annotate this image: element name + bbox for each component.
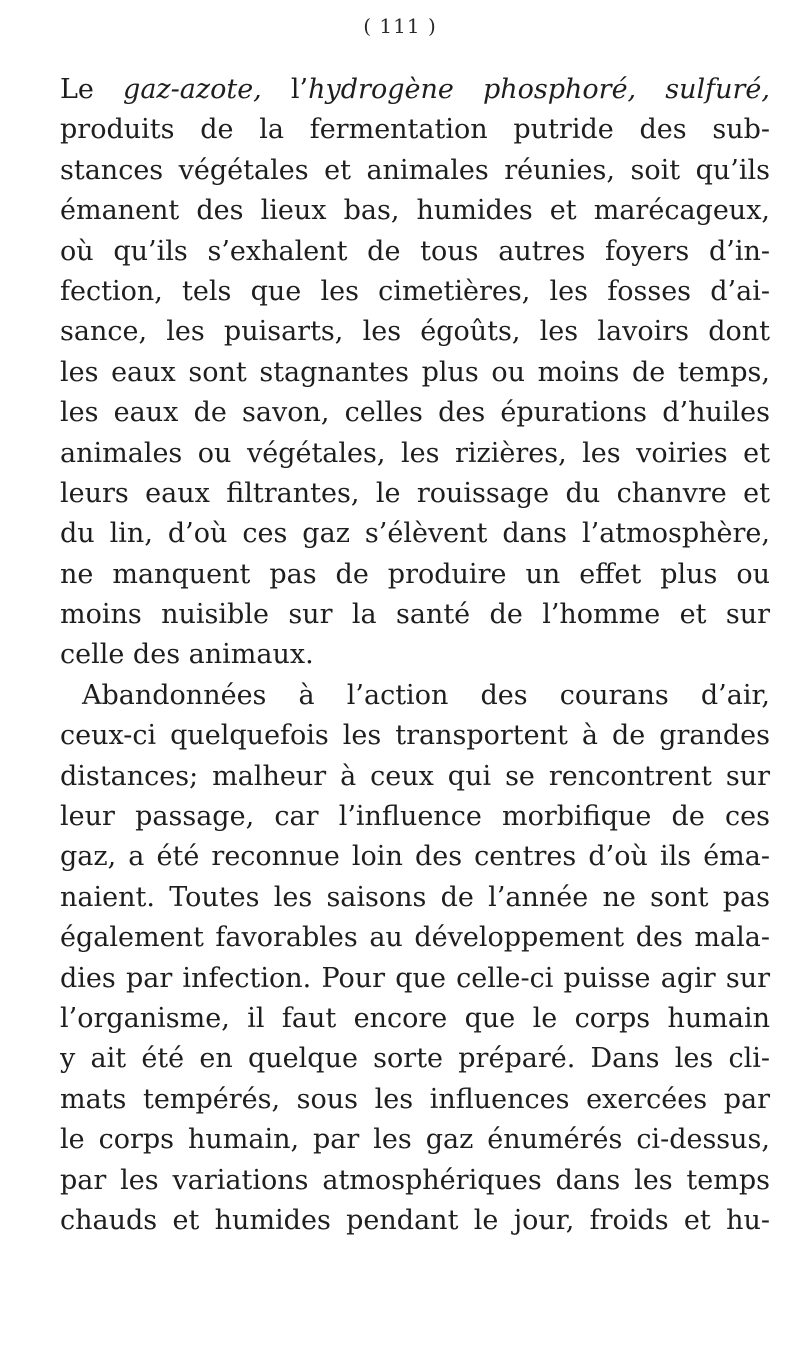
text-line: leur passage, car l’influence morbifique de ces <box>60 801 770 833</box>
text-line <box>60 70 770 110</box>
page-number: ( 111 ) <box>363 14 437 38</box>
text-line: par les variations atmosphériques dans les temps <box>60 1164 770 1196</box>
text-line: leurs eaux filtrantes, le rouissage du chanvre et <box>60 477 770 509</box>
text-line: moins nuisible sur la santé de l’homme et sur <box>60 599 770 631</box>
text-run: Le <box>60 74 124 105</box>
paragraph <box>60 676 770 1241</box>
text-line: ne manquent pas de produire un effet plus ou <box>60 558 770 590</box>
text-line: du lin, d’où ces gaz s’élèvent dans l’atmosphère, <box>60 518 770 550</box>
text-line: animales ou végétales, les rizières, les voiries et <box>60 437 770 469</box>
text-line: Abandonnées à l’action des courans d’air, <box>82 679 770 711</box>
text-line: le corps humain, par les gaz énumérés ci-dessus, <box>60 1124 770 1156</box>
italic-text: hydrogène phosphoré, sulfuré, <box>308 74 770 105</box>
text-line: les eaux de savon, celles des épurations d’huiles <box>60 397 770 429</box>
text-line: y ait été en quelque sorte préparé. Dans les cli- <box>60 1043 770 1075</box>
paragraph <box>60 70 770 676</box>
text-line: mats tempérés, sous les influences exercées par <box>60 1083 770 1115</box>
text-line: émanent des lieux bas, humides et marécageux, <box>60 195 770 227</box>
text-line: produits de la fermentation putride des sub- <box>60 114 770 146</box>
text-run: l’ <box>290 74 309 105</box>
text-line: ceux-ci quelquefois les transportent à de grandes <box>60 720 770 752</box>
text-line: stances végétales et animales réunies, soit qu’ils <box>60 154 770 186</box>
text-line: fection, tels que les cimetières, les fosses d’ai- <box>60 275 770 307</box>
body-text <box>60 70 770 1241</box>
text-line: où qu’ils s’exhalent de tous autres foyers d’in- <box>60 235 770 267</box>
text-line: sance, les puisarts, les égoûts, les lavoirs dont <box>60 316 770 348</box>
text-line: les eaux sont stagnantes plus ou moins de temps, <box>60 356 770 388</box>
text-line: l’organisme, il faut encore que le corps humain <box>60 1002 770 1034</box>
text-line: chauds et humides pendant le jour, froids et hu- <box>60 1204 770 1236</box>
text-line: celle des animaux. <box>60 639 314 671</box>
italic-text: gaz-azote, <box>123 74 291 105</box>
text-line: également favorables au développement des mala- <box>60 922 770 954</box>
text-line: gaz, a été reconnue loin des centres d’où ils éma- <box>60 841 770 873</box>
text-line: naient. Toutes les saisons de l’année ne sont pas <box>60 881 770 913</box>
text-line: distances; malheur à ceux qui se rencontrent sur <box>60 760 770 792</box>
text-line: dies par infection. Pour que celle-ci puisse agir sur <box>60 962 770 994</box>
